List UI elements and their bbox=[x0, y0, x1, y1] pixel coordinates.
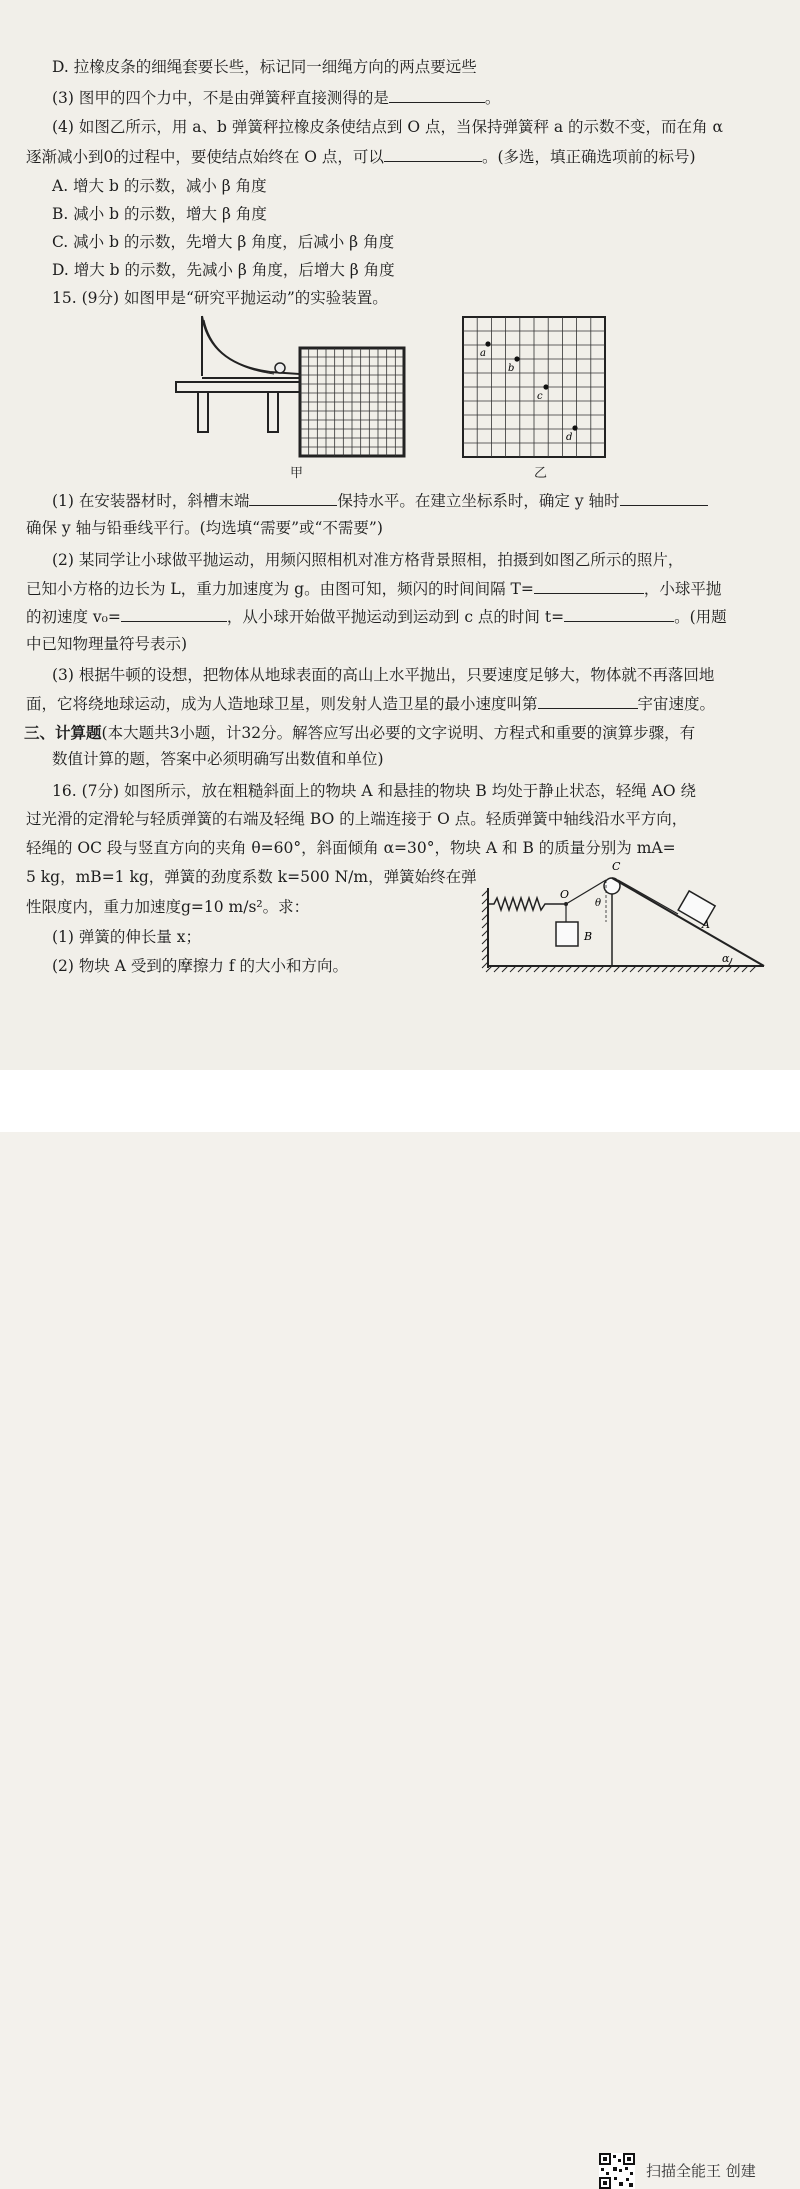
label-a: A bbox=[702, 918, 710, 931]
point-d bbox=[572, 425, 577, 430]
q16-line2: 过光滑的定滑轮与轻质弹簧的右端及轻绳 BO 的上端连接于 O 点。轻质弹簧中轴线沿水平方向， bbox=[26, 810, 688, 828]
q16-line5: 性限度内，重力加速度g=10 m/s²。求： bbox=[26, 898, 310, 916]
q15-2-text4: ，从小球开始做平抛运动到运动到 c 点的时间 t= bbox=[226, 608, 565, 626]
q14-4-line1: (4) 如图乙所示，用 a、b 弹簧秤拉橡皮条使结点到 O 点，当保持弹簧秤 a 的示数不变，而在角 α bbox=[52, 118, 723, 136]
q15-2-line1: (2) 某同学让小球做平抛运动，用频闪照相机对准方格背景照相，拍摄到如图乙所示的照片， bbox=[52, 551, 684, 569]
q15-2-line2 bbox=[26, 577, 782, 600]
answer-blank[interactable] bbox=[389, 86, 485, 103]
q15-2-line3 bbox=[26, 605, 782, 628]
q16-line1: 16. (7分) 如图所示，放在粗糙斜面上的物块 A 和悬挂的物块 B 均处于静止状态，轻绳 AO 绕 bbox=[52, 782, 697, 800]
option-d-text: D. 拉橡皮条的细绳套要长些，标记同一细绳方向的两点要远些 bbox=[52, 58, 477, 76]
table-top bbox=[176, 382, 300, 392]
answer-blank[interactable] bbox=[384, 145, 482, 162]
label-c: C bbox=[612, 860, 621, 873]
point-d-label: d bbox=[566, 432, 573, 443]
label-o: O bbox=[560, 888, 570, 901]
answer-blank[interactable] bbox=[249, 489, 337, 506]
option-d: D. 增大 b 的示数，先减小 β 角度，后增大 β 角度 bbox=[52, 261, 395, 279]
q15-2-text3: 的初速度 v₀= bbox=[26, 608, 121, 626]
figure-jia bbox=[170, 312, 430, 462]
point-a bbox=[485, 341, 490, 346]
q15-1-line2: 确保 y 轴与铅垂线平行。(均选填“需要”或“不需要”) bbox=[26, 519, 383, 537]
section-3-desc: (本大题共3小题，计32分。解答应写出必要的文字说明、方程式和重要的演算步骤，有 bbox=[101, 724, 696, 742]
point-c-label: c bbox=[537, 391, 543, 402]
spring bbox=[488, 898, 564, 910]
point-b bbox=[514, 356, 519, 361]
point-a-label: a bbox=[480, 348, 486, 359]
q14-3-text: (3) 图甲的四个力中，不是由弹簧秤直接测得的是 bbox=[52, 89, 389, 107]
ball bbox=[275, 363, 285, 373]
option-a: A. 增大 b 的示数，减小 β 角度 bbox=[52, 177, 267, 195]
q15-1-text: (1) 在安装器材时，斜槽末端 bbox=[52, 492, 250, 510]
q15-3-line1: (3) 根据牛顿的设想，把物体从地球表面的高山上水平抛出，只要速度足够大，物体就不再落回地 bbox=[52, 666, 715, 684]
q15-2-text5: 。(用题 bbox=[674, 608, 727, 626]
q16-line4: 5 kg，mB=1 kg，弹簧的劲度系数 k=500 N/m，弹簧始终在弹 bbox=[26, 868, 477, 886]
table-leg bbox=[268, 392, 278, 432]
answer-blank[interactable] bbox=[534, 577, 644, 594]
q14-4-line2 bbox=[26, 145, 782, 168]
section-3-title: 三、计算题 bbox=[24, 723, 102, 742]
answer-blank[interactable] bbox=[620, 489, 708, 506]
option-c: C. 减小 b 的示数，先增大 β 角度，后减小 β 角度 bbox=[52, 233, 395, 251]
q14-3 bbox=[52, 86, 782, 109]
q16-line3: 轻绳的 OC 段与竖直方向的夹角 θ=60°，斜面倾角 α=30°，物块 A 和 B 的质量分别为 mA= bbox=[26, 839, 676, 857]
q15-2-line4: 中已知物理量符号表示) bbox=[26, 635, 188, 653]
answer-blank[interactable] bbox=[564, 605, 674, 622]
qr-code-icon bbox=[599, 2153, 635, 2189]
exam-page bbox=[0, 0, 800, 1070]
label-theta: θ bbox=[595, 898, 602, 909]
label-b: B bbox=[584, 930, 593, 943]
q15-3-text: 面，它将绕地球运动，成为人造地球卫星，则发射人造卫星的最小速度叫第 bbox=[26, 695, 538, 713]
q15-2-text2: ，小球平抛 bbox=[643, 580, 722, 598]
answer-blank[interactable] bbox=[121, 605, 227, 622]
figure-yi bbox=[462, 316, 608, 462]
q16-sub2: (2) 物块 A 受到的摩擦力 f 的大小和方向。 bbox=[52, 957, 349, 975]
footer-text: 扫描全能王 创建 bbox=[646, 2162, 756, 2180]
q15-2-text: 已知小方格的边长为 L，重力加速度为 g。由图可知，频闪的时间间隔 T= bbox=[26, 580, 534, 598]
table-leg bbox=[198, 392, 208, 432]
q15-title: 15. (9分) 如图甲是“研究平抛运动”的实验装置。 bbox=[52, 289, 388, 307]
q14-3-end: 。 bbox=[484, 89, 501, 107]
q16-sub1: (1) 弹簧的伸长量 x； bbox=[52, 928, 202, 946]
incline bbox=[612, 878, 764, 966]
section-3-desc2: 数值计算的题，答案中必须明确写出数值和单位) bbox=[52, 750, 384, 768]
q15-3-text2: 宇宙速度。 bbox=[637, 695, 716, 713]
figure-16 bbox=[480, 858, 770, 978]
q15-3-line2 bbox=[26, 692, 782, 715]
q14-4-end: 。(多选，填正确选项前的标号) bbox=[481, 148, 696, 166]
grid-board bbox=[300, 348, 404, 456]
figure-jia-label: 甲 bbox=[290, 466, 304, 481]
answer-blank[interactable] bbox=[538, 692, 638, 709]
point-c bbox=[543, 384, 548, 389]
section-3-header bbox=[24, 722, 782, 744]
q15-1-text2: 保持水平。在建立坐标系时，确定 y 轴时 bbox=[337, 492, 620, 510]
q14-4-text: 逐渐减小到0的过程中，要使结点始终在 O 点，可以 bbox=[26, 148, 384, 166]
block-b bbox=[556, 922, 578, 946]
label-alpha: α bbox=[722, 952, 730, 965]
scanner-footer bbox=[0, 1070, 800, 2180]
option-b: B. 减小 b 的示数，增大 β 角度 bbox=[52, 205, 267, 223]
rope-ca bbox=[618, 880, 678, 914]
q15-1-line1 bbox=[52, 489, 782, 512]
point-b-label: b bbox=[508, 363, 515, 374]
figure-yi-label: 乙 bbox=[534, 466, 548, 481]
